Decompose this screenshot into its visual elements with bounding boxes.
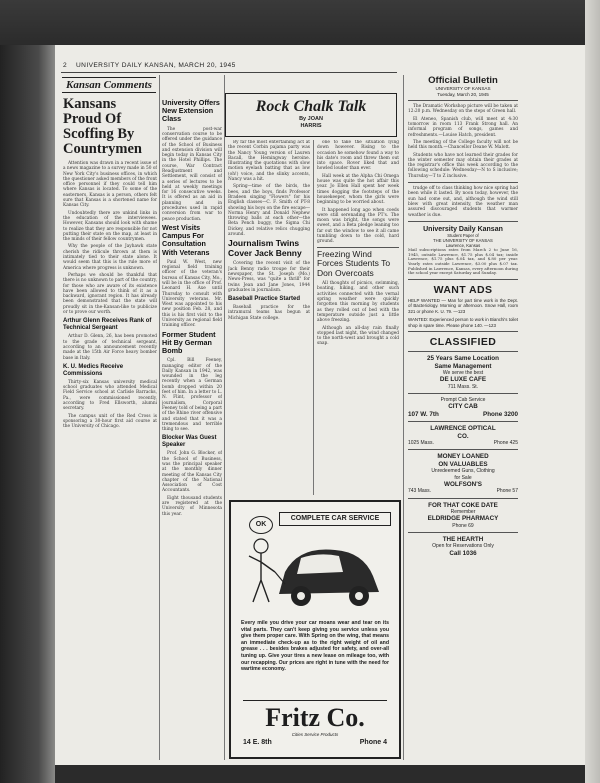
column-3: [228, 140, 310, 498]
classified-header: CLASSIFIED: [429, 336, 497, 349]
article-paragraph: Eight thousand students are registered at the University of Minnesota this year.: [162, 495, 222, 517]
headline-former-student: Former Student Hit By German Bomb: [162, 329, 216, 356]
column-rule: [313, 140, 314, 495]
article-paragraph: Hall week at the Alpha Chi Omega house was quite the hot affair this year. Jo Ellen Hall spent her week times dogging the footsteps of the housekeeper, whom the girls were beginning to be worried about.: [317, 173, 399, 206]
classified-line: Same Management: [434, 362, 492, 370]
classified-line: FOR THAT COKE DATE: [428, 501, 498, 509]
classified-line: Phone 57: [496, 488, 518, 495]
divider: [408, 182, 518, 183]
kansan-comments-banner: Kansan Comments: [62, 77, 156, 93]
column-right: [408, 75, 518, 760]
article-paragraph: By far the most entertaining act at the recent Corbin pajama party was the Nancy Young version of Lauren Bacall, the Hemingway heroine. Illustrating the quotations with slow motion eyelash batting that as low (oh!) voice, and the slinky accents, Nancy was a hit.: [228, 140, 310, 183]
ad-title: COMPLETE CAR SERVICE: [279, 512, 391, 526]
article-paragraph: Why the people of the Jayhawk state cherish the ridicule thrown at them is intimately tied to their state alone. It would seem that this is the rule more of America where progress is unknown.: [63, 244, 157, 271]
continued-article: trudge off to class thinking how nice spring had been while it lasted. By noon today, however, the sun had come out, and, although the wind still blew with great intensity, the weather man assured discouraged students that warmer weather is due.: [408, 186, 518, 218]
bulletin-date: Tuesday, March 20, 1945: [437, 91, 489, 97]
classified-line: 25 Years Same Location: [427, 355, 499, 363]
article-paragraph: Spring—time of the birds, the bees, and the boys, finds Professor Bradeen singing "Flowers" for his English classes—C. F. Smith of PT-8 showing his boys on the fire escape—Norma Henry and Donald Nephew throwing balls at each other—the Beta Pench buggy, the Sigma Chi Dickey, and relative relics chugging around.: [228, 184, 310, 238]
headline-arthur-glenn: Arthur Glenn Receives Rank of Technical Sergeant: [63, 318, 152, 332]
classified-line: Prompt Cab Service: [440, 396, 486, 403]
byline: By JOAN: [299, 116, 323, 122]
headline-baseball: Baseball Practice Started: [228, 296, 301, 303]
want-ad-code: —123: [453, 308, 466, 314]
article-paragraph: Arthur D. Glenn, 26, has been promoted to the grade of technical sergeant, according to an announcement recently made at the 15th Air Force heavy bomber base in Italy.: [63, 334, 157, 361]
scan-top-edge: [0, 0, 600, 45]
divider: [408, 498, 518, 499]
ad-copy: Every mile you drive your car moans wear and tear on its vital parts. They can't keep giving you service unless you give them proper care. With Spring on the wing, that means an immediate check-up as to the right weight of oil and grease . . . besides brakes adjusted for safety, and over-all tuning up. Give your tires a new lease on mileage too, with our recapping. Our prices are right in tune with the need for wartime economy.: [241, 620, 389, 673]
divider: [408, 100, 518, 101]
headline-extension-class: University Offers New Extension Class: [162, 98, 220, 124]
headline-west-visits: West Visits Campus For Consultation With Veterans: [162, 222, 210, 257]
classified-line: Call 1036: [449, 549, 477, 557]
classified-line: ON VALUABLES: [438, 460, 488, 468]
classified-row: [408, 440, 518, 446]
divider: [408, 449, 518, 450]
column-1: [63, 97, 157, 759]
article-paragraph: It happened long ago when coeds were still serenading the PT's. The moon was bright, the songs were sweet, and a Beta pledge leaning too far out the window to see it all came tumbling down to the cold, hard ground.: [317, 207, 399, 245]
classified-lawrence-optical: [408, 425, 518, 446]
want-ad-code: —123: [484, 322, 496, 328]
masthead-sub: Student Paper of: [447, 232, 479, 238]
masthead-body: Mail subscriptions rates from March 2 to June 16, 1945, outside Lawrence, $1.75 plus $.04 tax; inside Lawrence, $1.75 plus $.04 tax, and $.80 per year. Yearly rates outside Lawrence, $3.00 plus $.07 tax. Published in Lawrence, Kansas, every afternoon during the school year except Saturday and Sunday.: [408, 246, 518, 276]
bulletin-subtitle: UNIVERSITY OF KANSAS: [435, 86, 491, 91]
classified-row: [408, 488, 518, 494]
article-paragraph: Thirty-six Kansas university medical school graduates who attended Medical Field Service school at Carlisle Barracks, Pa., were commissioned recently, according to Fred Ellsworth, alumni secretary.: [63, 379, 157, 412]
classified-line: 711 Mass. St.: [447, 383, 479, 390]
masthead-sub: Lawrence, Kansas: [445, 242, 481, 248]
column-2: [162, 97, 222, 759]
divider: [408, 221, 518, 222]
column-rule: [224, 75, 225, 760]
folio-masthead: UNIVERSITY DAILY KANSAN, MARCH 20, 1945: [76, 62, 236, 69]
bulletin-item: The meeting of the College faculty will not be held this month.—Chancellor Deane W. Malott.: [408, 139, 518, 151]
mechanic-car-illustration: [239, 532, 389, 620]
binding-shadow: [0, 45, 55, 783]
bulletin-item: The Dramatic Workshop picture will be taken at 12:20 p.m. Wednesday on the steps of Green hall.: [408, 104, 518, 115]
classified-line: DE LUXE CAFE: [439, 376, 487, 384]
headline-journalism-twins: Journalism Twins Cover Jack Benny: [228, 238, 302, 258]
classified-the-hearth: [408, 536, 518, 557]
column-rule: [403, 75, 404, 760]
headline-ku-medics: K. U. Medics Receive Commissions: [63, 363, 124, 377]
classified-line: WOLFSON'S: [444, 480, 482, 488]
fritz-co-contact: [243, 739, 387, 746]
classified-line: 743 Mass.: [408, 488, 432, 495]
classified-line: THE HEARTH: [442, 535, 484, 543]
article-paragraph: Prof. John G. Blocker, of the School of Business, was the principal speaker at the monthly dinner meeting of the Kansas City chapter of the National Association of Cost Accountants.: [162, 451, 222, 494]
headline-kansans-proud: Kansans Proud Of Scoffing By Countrymen: [63, 97, 142, 157]
bulletin-item: El Ateneo, Spanish club, will meet at 4:30 tomorrow in room 113 Frank Strong hall. An informal program of songs, games and refreshments.—Louise Hatch, president.: [408, 116, 518, 138]
article-paragraph: one to take the situation lying down however. Rising to the occasion he somehow found a way to his date's room and threw them out into space. Rover liked that and howled louder than ever.: [317, 140, 399, 172]
byline: HARRIS: [300, 122, 322, 129]
classified-line: 107 W. 7th: [408, 410, 439, 418]
classified-line: Phone 425: [493, 440, 518, 447]
want-ads-header: WANT ADS: [433, 284, 493, 297]
article-paragraph: Baseball practice for the intramural teams has begun at Michigan State college.: [228, 305, 310, 321]
classified-line: LAWRENCE OPTICAL: [430, 425, 496, 433]
article-paragraph: Attention was drawn in a recent issue of a news magazine to a survey made in 50 of New York City's business offices, in which the questioner asked members of the front office personnel if they could tell him where Kansas is located. To some of the easterners, Kansas is a person, others felt sure that Kansas is a shortened name for Kansas City.: [63, 161, 157, 209]
fritz-co-phone: Phone 4: [359, 739, 387, 746]
article-paragraph: The post-war conservation course to be offered under the guidance of the School of Business and extension division will begin today in Kansas City in the Hotel Phillips. The course, War Contract Readjustment and Settlement, will consist of a series of lectures to be held at weekly meetings for 16 consecutive weeks. It is offered as an aid in planning and in procedures used in rapid conversion from war to peace production.: [162, 126, 222, 222]
ok-badge: OK: [249, 516, 273, 534]
article-paragraph: All thoughts of picnics, swimming, boating, hiking, and other such activities connected with the vernal spring weather were quickly forgotten this morning by students as they rolled out of bed with the temperature outside just a little above freezing.: [317, 281, 399, 324]
classified-line: CO.: [457, 432, 469, 440]
divider: [408, 351, 518, 352]
fritz-co-address: 14 E. 8th: [243, 739, 272, 746]
classified-eldridge-pharmacy: [408, 502, 518, 529]
want-ad: [408, 298, 518, 314]
classified-wolfsons: [408, 453, 518, 494]
newspaper-page: [55, 45, 585, 765]
article-paragraph: Undoubtedly there are unkind links in the education of the interviewees. However, Kansans should look with shame to realize that they are responsible for not putting their state on the map, at least in the minds of their fellow countrymen.: [63, 210, 157, 243]
classified-line: for Sale: [454, 474, 472, 481]
column-rule: [159, 75, 160, 760]
divider: [408, 532, 518, 533]
article-paragraph: Although an all-day rain finally stopped last night, the wind changed to the north-west and brought a cold snap.: [317, 325, 399, 347]
fritz-co-name: Fritz Co.: [265, 703, 365, 732]
bulletin-item: Students who have not learned their grades for the winter semester may obtain their grades at the registrar's office this week according to the following schedule: Wednesday—N to S inclusive; Thursday—T to Z inclusive.: [408, 152, 518, 179]
classified-line: Unredeemed Guns, Clothing: [431, 468, 495, 475]
classified-line: Phone 69: [452, 522, 474, 529]
article-paragraph: Paul W. West, new regional field training officer of the veteran's bureau of Kansas City, Mo., will be in the office of Prof. Leonard H. Axe until Thursday to consult with University veterans. Mr. West was appointed to his new position Feb. 28, and this is his first visit to the University as regional field training officer.: [162, 259, 222, 329]
want-ad: [408, 317, 518, 328]
masthead-title: University Daily Kansan: [423, 225, 503, 233]
divider: [408, 393, 518, 394]
fritz-co-tagline: Cities Service Products: [291, 732, 339, 737]
rock-chalk-talk-title: Rock Chalk Talk: [255, 98, 367, 115]
folio-rule: [61, 72, 397, 73]
classified-row: [408, 411, 518, 419]
headline-blocker: Blocker Was Guest Speaker: [162, 435, 217, 449]
article-paragraph: Covering the recent visit of the Jack Benny radio troupe for their newspaper, the St. Joseph (Mo.) News-Press, was "quite a thrill" for twins Jean and Jane Jones, 1944 graduates in journalism.: [228, 261, 310, 293]
classified-line: ELDRIDGE PHARMACY: [427, 515, 499, 523]
article-paragraph: Cpl. Bill Feeney, managing editor of the Daily Kansan in 1942, was wounded in the leg recently when a German bomb dropped within 20 feet of him. In a letter to L. N. Flint, professor of journalism, Corporal Feeney told of being a part of the Rhine river offensive and stated that it was a tremendous and terrible thing to see.: [162, 358, 222, 433]
divider: [408, 279, 518, 280]
masthead-sub: THE UNIVERSITY OF KANSAS: [433, 237, 493, 243]
next-page-edge: [585, 0, 600, 783]
want-ad-text: WANTED: Experienced person to work in Bianchi's toilet shop in spare time. Please phone 140.: [408, 317, 518, 328]
headline-freezing-wind: Freezing Wind Forces Students To Don Overcoats: [317, 247, 399, 279]
classified-line: CITY CAB: [448, 403, 478, 411]
classified-line: MONEY LOANED: [437, 453, 489, 461]
classified-line: Open for Reservations Only: [432, 543, 494, 550]
classified-de-luxe-cafe: [408, 355, 518, 390]
classified-line: We serve the best: [442, 370, 484, 377]
divider: [408, 421, 518, 422]
fritz-co-logo-block: [243, 700, 387, 746]
article-paragraph: Perhaps we should be thankful that there is no unknown to part of the country, for those who are aware of its existence have been allowed to think of it as a backward, ignorant region. It has already been demonstrated that the state will proudly sit in the-Kansan-like to publicize or to prove our worth.: [63, 272, 157, 316]
column-4: [317, 140, 399, 498]
page-folio: [63, 62, 236, 69]
classified-city-cab: [408, 397, 518, 418]
classified-line: Remember: [450, 509, 476, 515]
fritz-co-advertisement: [229, 500, 401, 759]
page-number: 2: [63, 62, 68, 69]
want-ad-text: HELP WANTED — Man for part time work in the Dept. of Bacteriology. Morning or afternoon. Snow Hall, room 321 or phone K. U. 79.: [408, 298, 518, 314]
classified-line: Phone 3200: [483, 410, 518, 418]
classified-line: 1025 Mass.: [408, 440, 434, 447]
article-paragraph: The campus unit of the Red Cross is sponsoring a 30-hour first aid course at the University of Chicago.: [63, 413, 157, 430]
official-bulletin-title: Official Bulletin: [428, 75, 498, 86]
divider: [408, 331, 518, 332]
rock-chalk-talk-box: [225, 93, 397, 137]
